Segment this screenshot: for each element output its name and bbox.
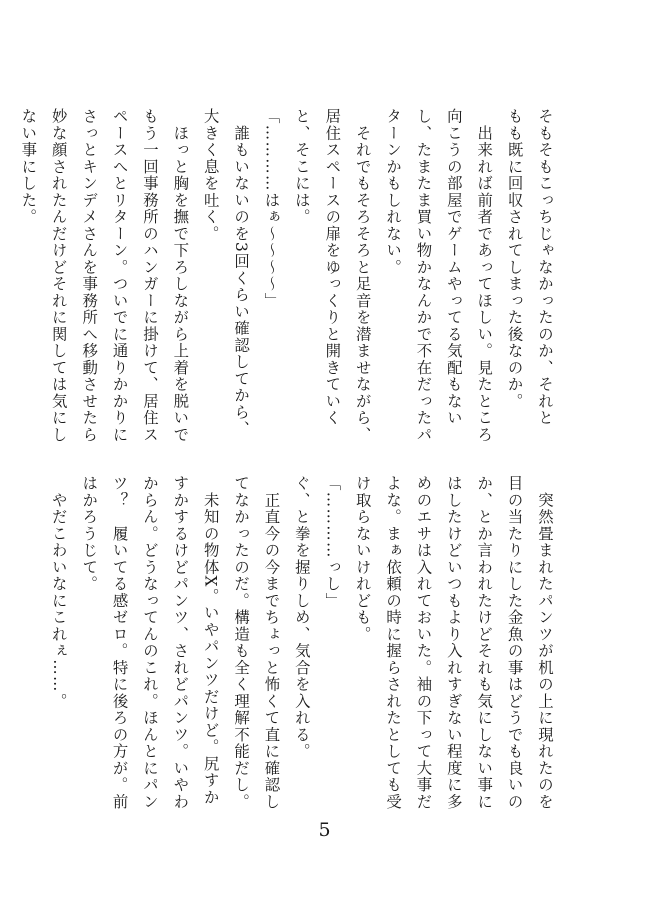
text-line: 「…………っし」 (323, 475, 342, 609)
text-line: ターンかもしれない。 (384, 108, 403, 276)
text-line: 正直今の今までちょっと怖くて直に確認し (262, 475, 281, 810)
upper-text-block (8, 108, 555, 452)
text-line: 誰もいないのを3回くらい確認してから、 (232, 108, 251, 438)
text-line: ほっと胸を撫で下ろしながら上着を脱いで (171, 108, 190, 443)
text-line: 出来れば前者であってほしい。見たところ (475, 108, 494, 443)
text-line: はかろうじて。 (80, 475, 99, 593)
text-line: さっとキンデメさんを事務所へ移動させたら (80, 108, 99, 443)
text-line: からん。どうなってんのこれ。ほんとにパン (140, 475, 159, 810)
text-line: 大きく息を吐く。 (201, 108, 220, 242)
text-line: ツ？ 履いてる感ゼロ。特に後ろの方が。前 (110, 475, 129, 810)
text-line: 突然畳まれたパンツが机の上に現れたのを (536, 475, 554, 810)
text-line: ペースへとリターン。ついでに通りかかりに (110, 108, 129, 443)
text-line: もも既に回収されてしまった後なのか。 (505, 108, 524, 410)
text-line: 「…………はぁ～～～～」 (262, 108, 281, 309)
text-line: 妙な顔されたんだけどそれに関しては気にし (49, 108, 68, 443)
text-line: もう一回事務所のハンガーに掛けて、居住ス (140, 108, 159, 443)
text-line: 目の当たりにした金魚の事はどうでも良いの (505, 475, 524, 810)
text-line: すかするけどパンツ、されどパンツ。いやわ (171, 475, 190, 810)
text-line: し、たまたま買い物かなんかで不在だったパ (414, 108, 433, 443)
text-line: 向こうの部屋でゲームやってる気配もない (444, 108, 463, 427)
text-line: やだこわいなにこれぇ……。 (49, 475, 68, 710)
text-line: そもそもこっちじゃなかったのか、それと (536, 108, 554, 427)
lower-text-block (38, 475, 555, 810)
text-line: よな。まぁ依頼の時に握らされたとしても受 (384, 475, 403, 810)
text-line: 居住スペースの扉をゆっくりと開きていく (323, 108, 342, 427)
text-line: てなかったのだ。構造も全く理解不能だし。 (232, 475, 251, 810)
text-line: か、とか言われたけどそれも気にしない事に (475, 475, 494, 810)
page-number: 5 (318, 819, 331, 841)
text-line: ない事にした。 (19, 108, 38, 226)
text-line: け取らないけれども。 (353, 475, 372, 643)
text-line: 未知の物体X。いやパンツだけど。尻すか (201, 475, 220, 806)
text-line: めのエサは入れておいた。袖の下って大事だ (414, 475, 433, 810)
text-line: と、そこには。 (292, 108, 311, 226)
text-line: はしたけどいつもより入れすぎない程度に多 (444, 475, 463, 810)
text-line: それでもそろそろと足音を潜ませながら、 (353, 108, 372, 443)
text-line: ぐ、と拳を握りしめ、気合を入れる。 (292, 475, 311, 760)
